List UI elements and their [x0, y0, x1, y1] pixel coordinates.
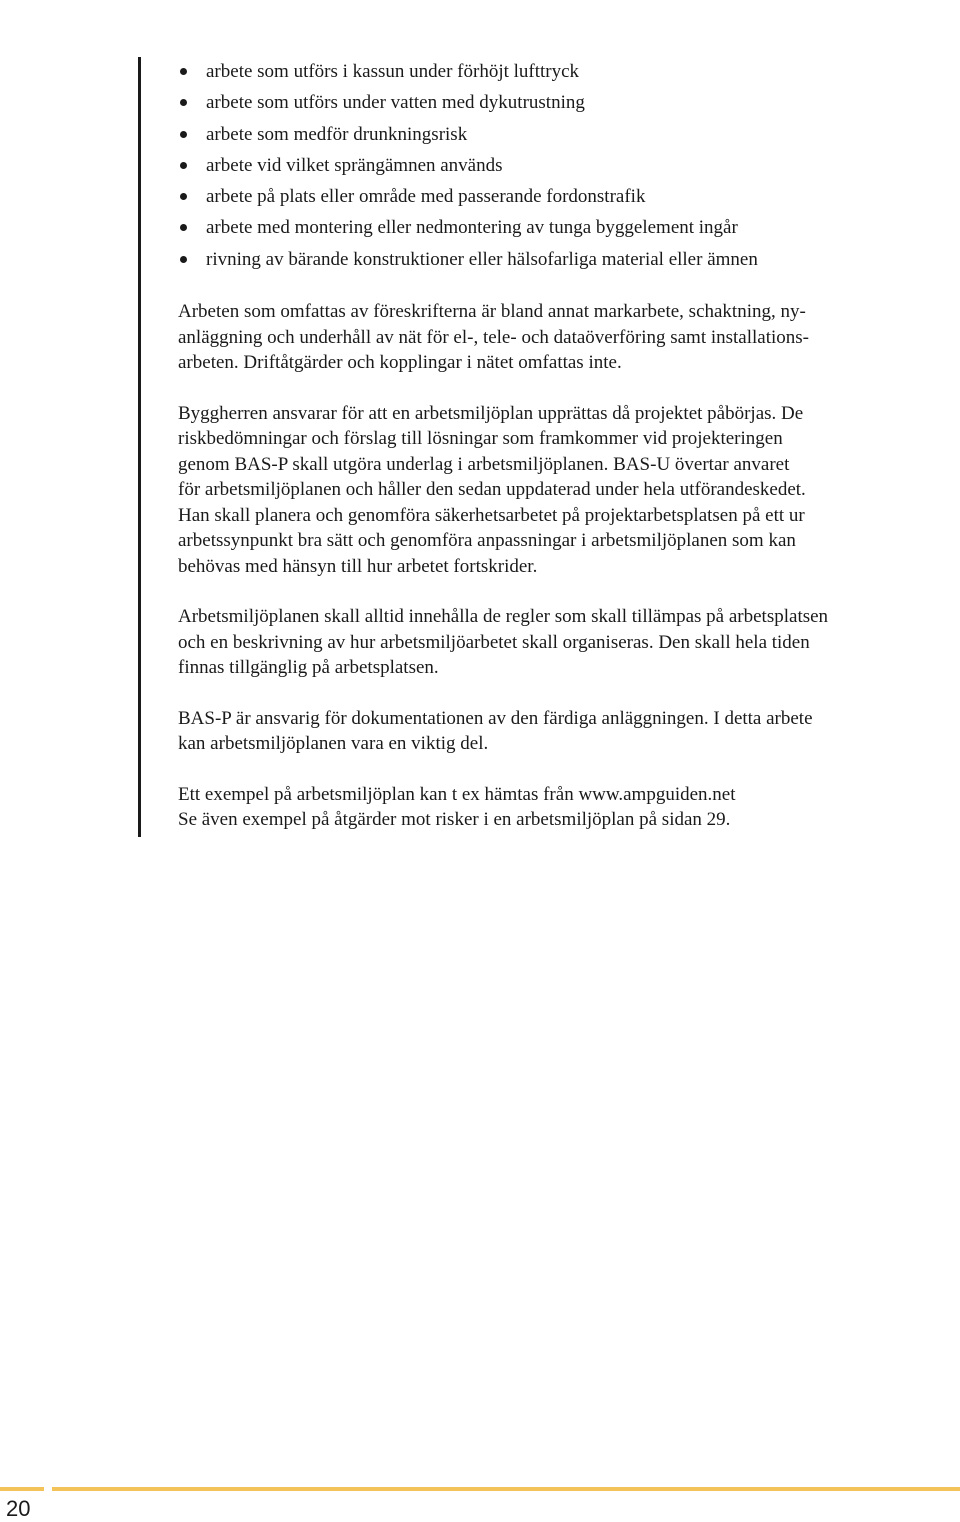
text-line: Han skall planera och genomföra säkerhetsarbetet på projektarbetsplatsen på ett ur: [178, 504, 805, 526]
list-item-text: arbete som utförs i kassun under förhöjt lufttryck: [206, 61, 580, 82]
list-item-text: arbete vid vilket sprängämnen används: [206, 154, 503, 176]
text-line: Arbetsmiljöplanen skall alltid innehålla de regler som skall tillämpas på arbetsplatsen: [178, 606, 829, 628]
text-line: Ett exempel på arbetsmiljöplan kan t ex hämtas från www.ampguiden.net: [178, 783, 736, 805]
text-line: för arbetsmiljöplanen och håller den sedan uppdaterad under hela utförandeskedet.: [178, 479, 806, 501]
list-item-text: arbete på plats eller område med passerande fordonstrafik: [206, 186, 646, 208]
text-line: behövas med hänsyn till hur arbetet fortskrider.: [178, 555, 538, 577]
text-line: och en beskrivning av hur arbetsmiljöarbetet skall organiseras. Den skall hela tiden: [178, 631, 810, 653]
footer-accent-rule: [0, 1487, 44, 1491]
text-line: kan arbetsmiljöplanen vara en viktig del.: [178, 733, 489, 755]
text-line: Byggherren ansvarar för att en arbetsmiljöplan upprättas då projektet påbörjas. De: [178, 402, 804, 424]
paragraph-documentation: [178, 706, 953, 757]
paragraph-plan-contents: [178, 604, 953, 681]
list-item-text: arbete som medför drunkningsrisk: [206, 123, 468, 145]
text-line: Se även exempel på åtgärder mot risker i en arbetsmiljöplan på sidan 29.: [178, 809, 731, 831]
bullet-icon: [180, 224, 187, 231]
text-line: BAS-P är ansvarig för dokumentationen av den färdiga anläggningen. I detta arbete: [178, 707, 813, 729]
list-item: [178, 119, 953, 150]
list-item: [178, 150, 953, 181]
list-item: [178, 212, 953, 243]
text-line: finnas tillgänglig på arbetsplatsen.: [178, 657, 439, 679]
footer-accent-rule: [52, 1487, 960, 1491]
text-line: genom BAS-P skall utgöra underlag i arbetsmiljöplanen. BAS-U övertar anvaret: [178, 453, 790, 475]
text-line: arbeten. Driftåtgärder och kopplingar i nätet omfattas inte.: [178, 352, 622, 374]
main-content: [178, 56, 953, 833]
bullet-list: [178, 56, 953, 275]
paragraph-example-reference: [178, 782, 953, 833]
list-item: [178, 56, 953, 87]
page-number: 20: [6, 1496, 31, 1521]
text-line: riskbedömningar och förslag till lösningar som framkommer vid projekteringen: [178, 428, 783, 450]
list-item: [178, 87, 953, 118]
bullet-icon: [180, 68, 187, 75]
text-line: Arbeten som omfattas av föreskrifterna är bland annat markarbete, schaktning, ny-: [178, 301, 806, 323]
bullet-icon: [180, 256, 187, 263]
text-line: anläggning och underhåll av nät för el-, tele- och dataöverföring samt installations-: [178, 326, 810, 348]
margin-rule: [138, 57, 141, 837]
list-item-text: arbete som utförs under vatten med dykutrustning: [206, 92, 585, 114]
paragraph-scope: [178, 299, 953, 376]
bullet-icon: [180, 131, 187, 138]
text-line: arbetssynpunkt bra sätt och genomföra anpassningar i arbetsmiljöplanen som kan: [178, 530, 796, 552]
list-item-text: arbete med montering eller nedmontering av tunga byggelement ingår: [206, 217, 738, 239]
list-item-text: rivning av bärande konstruktioner eller hälsofarliga material eller ämnen: [206, 248, 758, 270]
bullet-icon: [180, 193, 187, 200]
bullet-icon: [180, 99, 187, 106]
paragraph-client-responsibility: [178, 401, 953, 580]
list-item: [178, 244, 953, 275]
list-item: [178, 181, 953, 212]
bullet-icon: [180, 162, 187, 169]
